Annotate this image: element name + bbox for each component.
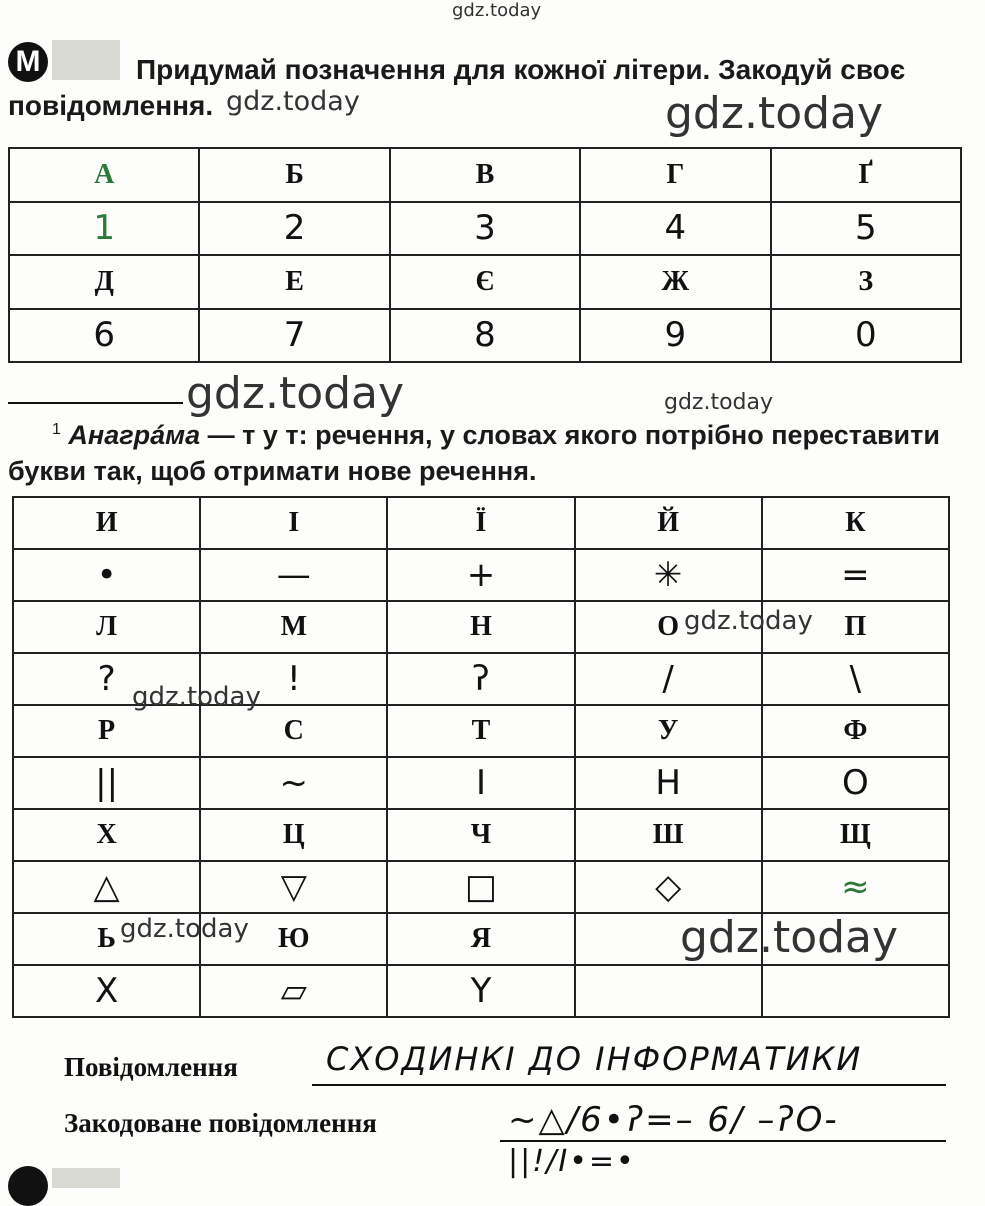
encoded-message-line-2: ||!/I•=• [508, 1144, 636, 1179]
code-cell: ✳ [575, 549, 762, 601]
code-cell: 5 [771, 202, 961, 256]
encoded-message-label: Закодоване повідомлення [64, 1108, 377, 1138]
code-table-1 [8, 147, 962, 363]
letter-cell: Ф [762, 705, 949, 757]
letter-cell: Ч [387, 809, 574, 861]
code-cell: 6 [9, 309, 199, 363]
code-cell: ʔ [387, 653, 574, 705]
table-row [13, 705, 949, 757]
code-cell: 3 [390, 202, 580, 256]
next-task-badge [8, 1166, 48, 1206]
letter-cell: Щ [762, 809, 949, 861]
code-cell: H [575, 757, 762, 809]
watermark: gdz.today [120, 914, 249, 944]
code-cell: Y [387, 965, 574, 1017]
table-row [9, 202, 961, 256]
letter-cell: Е [199, 255, 389, 309]
code-cell: I [387, 757, 574, 809]
letter-cell: Ґ [771, 148, 961, 202]
code-cell: 2 [199, 202, 389, 256]
letter-cell: О [575, 601, 762, 653]
watermark: gdz.today [665, 88, 884, 139]
task-instruction [8, 52, 968, 124]
letter-cell: М [200, 601, 387, 653]
table-row [9, 309, 961, 363]
code-cell: 9 [580, 309, 770, 363]
footnote-marker: 1 [52, 421, 61, 438]
letter-cell: Й [575, 497, 762, 549]
code-cell: ▱ [200, 965, 387, 1017]
message-value: СХОДИНКІ ДО ІНФОРМАТИКИ [326, 1040, 863, 1078]
watermark: gdz.today [664, 390, 774, 415]
code-cell: / [575, 653, 762, 705]
letter-cell: Л [13, 601, 200, 653]
letter-cell: Р [13, 705, 200, 757]
message-label: Повідомлення [64, 1052, 238, 1082]
table-row [13, 809, 949, 861]
code-cell: ≈ [762, 861, 949, 913]
letter-cell: Б [199, 148, 389, 202]
code-cell: ▽ [200, 861, 387, 913]
letter-cell: В [390, 148, 580, 202]
task-instruction-text: Придумай позначення для кожної літери. Закодуй своє повідомлення. [8, 54, 906, 121]
letter-cell: Ї [387, 497, 574, 549]
letter-cell: З [771, 255, 961, 309]
encoded-message-line-1: ~△/6•ʔ=– 6/ –ʔO- [508, 1100, 839, 1140]
table-row [13, 549, 949, 601]
code-cell: 0 [771, 309, 961, 363]
table-row [13, 497, 949, 549]
letter-cell: Н [387, 601, 574, 653]
letter-cell: Г [580, 148, 770, 202]
watermark: gdz.today [452, 0, 542, 21]
watermark: gdz.today [226, 86, 360, 117]
footnote [8, 412, 968, 489]
letter-cell: И [13, 497, 200, 549]
letter-cell: Ь [13, 913, 200, 965]
table-row [13, 861, 949, 913]
code-cell: X [13, 965, 200, 1017]
watermark: gdz.today [132, 682, 261, 712]
watermark: gdz.today [186, 368, 405, 419]
code-cell: ◇ [575, 861, 762, 913]
footnote-rule [8, 402, 183, 404]
letter-cell: Ж [580, 255, 770, 309]
letter-cell: У [575, 705, 762, 757]
letter-cell: І [200, 497, 387, 549]
encoded-underline [500, 1140, 946, 1142]
code-cell: = [762, 549, 949, 601]
code-cell: 1 [9, 202, 199, 256]
code-cell: □ [387, 861, 574, 913]
message-underline [312, 1084, 946, 1086]
code-cell: 4 [580, 202, 770, 256]
code-cell [762, 965, 949, 1017]
watermark: gdz.today [680, 912, 899, 963]
code-cell: 7 [199, 309, 389, 363]
letter-cell: Т [387, 705, 574, 757]
letter-cell: К [762, 497, 949, 549]
next-task-smudge [52, 1168, 120, 1188]
code-cell: ! [200, 653, 387, 705]
letter-cell: Ш [575, 809, 762, 861]
code-cell: + [387, 549, 574, 601]
code-cell: ~ [200, 757, 387, 809]
letter-cell: Я [387, 913, 574, 965]
table-row [9, 255, 961, 309]
task-badge: М [8, 42, 48, 82]
code-cell [575, 965, 762, 1017]
letter-cell: Ц [200, 809, 387, 861]
code-cell: || [13, 757, 200, 809]
letter-cell: С [200, 705, 387, 757]
letter-cell: Ю [200, 913, 387, 965]
table-row [9, 148, 961, 202]
code-cell: △ [13, 861, 200, 913]
code-cell: \ [762, 653, 949, 705]
letter-cell: П [762, 601, 949, 653]
code-cell: — [200, 549, 387, 601]
footnote-text: — т у т: речення, у словах якого потрібно переставити букви так, щоб отримати нове речення. [8, 420, 940, 486]
code-cell: 8 [390, 309, 580, 363]
footnote-term: Анагрáма [68, 420, 201, 450]
letter-cell: Є [390, 255, 580, 309]
letter-cell: Х [13, 809, 200, 861]
letter-cell: А [9, 148, 199, 202]
code-cell: ? [13, 653, 200, 705]
letter-cell: Д [9, 255, 199, 309]
table-row [13, 757, 949, 809]
table-row [13, 965, 949, 1017]
code-cell: O [762, 757, 949, 809]
code-cell: • [13, 549, 200, 601]
watermark: gdz.today [684, 606, 813, 636]
